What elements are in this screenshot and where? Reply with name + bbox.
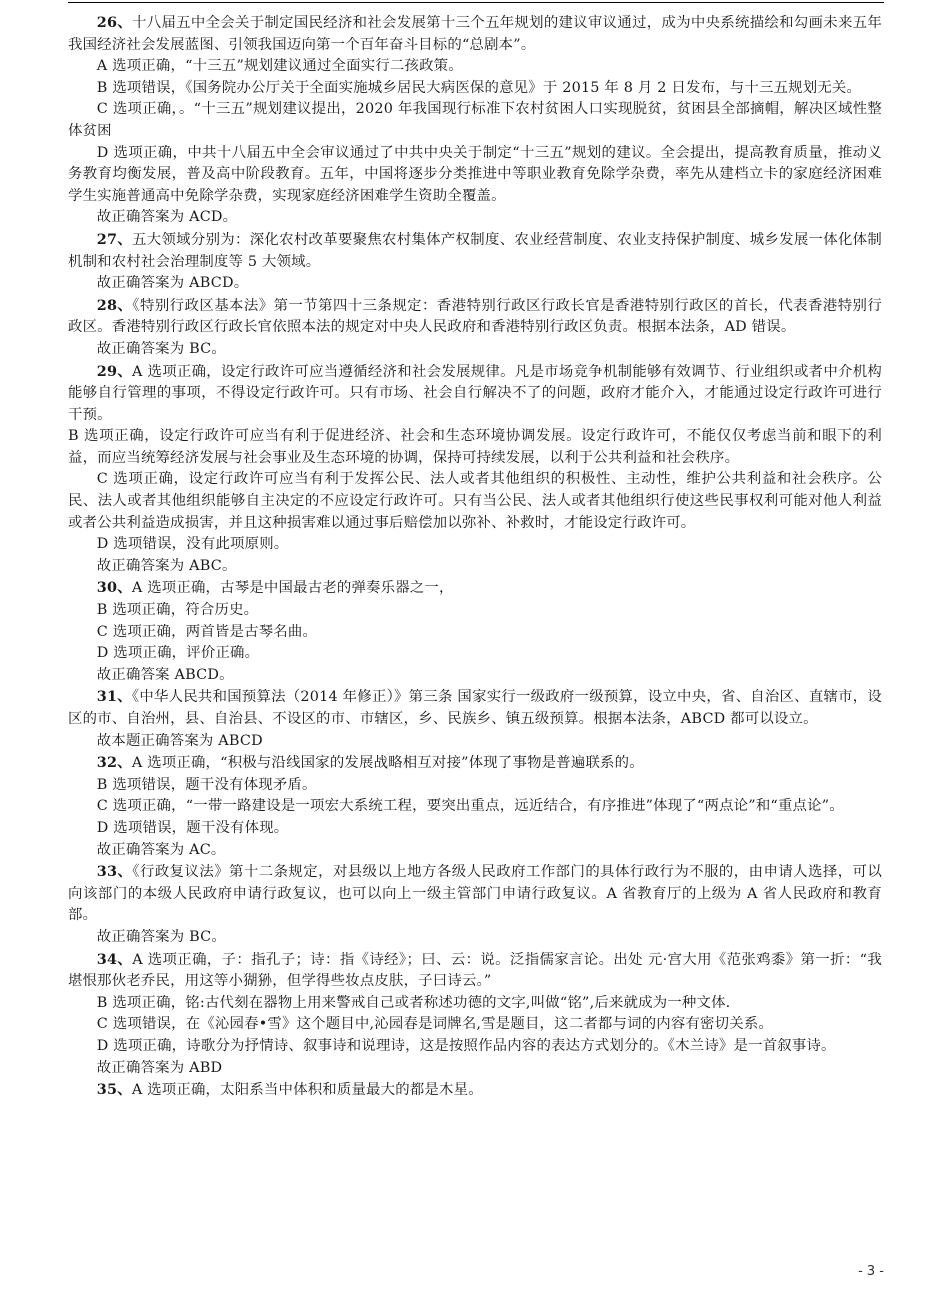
question-stem bbox=[68, 861, 882, 927]
paragraph-text: C 选项正确，。“十三五”规划建议提出，2020 年我国现行标准下农村贫困人口实现脱贫，贫困县全部摘帽，解决区域性整体贫困 bbox=[68, 101, 882, 139]
paragraph-text: 五大领域分别为：深化农村改革要聚焦农村集体产权制度、农业经营制度、农业支持保护制度、城乡发展一体化体制机制和农村社会治理制度等 5 大领域。 bbox=[68, 231, 882, 270]
question-number: 35、 bbox=[96, 1081, 132, 1099]
question-stem bbox=[68, 12, 882, 56]
paragraph-text: C 选项正确，两首皆是古琴名曲。 bbox=[96, 623, 318, 640]
question-stem bbox=[68, 752, 882, 775]
paragraph-text: 故正确答案 ABCD。 bbox=[96, 666, 234, 683]
answer-paragraph bbox=[68, 643, 882, 665]
answer-paragraph bbox=[68, 469, 882, 534]
paragraph-text: 故正确答案为 AC。 bbox=[96, 841, 226, 858]
question-stem bbox=[68, 577, 882, 600]
answer-paragraph bbox=[68, 78, 882, 100]
header-rule bbox=[68, 2, 884, 3]
paragraph-text: D 选项正确，评价正确。 bbox=[96, 645, 260, 662]
question-number: 27、 bbox=[96, 230, 133, 248]
question-q35 bbox=[68, 1079, 882, 1102]
answer-paragraph bbox=[68, 731, 882, 753]
paragraph-text: 故正确答案为 ABC。 bbox=[96, 557, 237, 574]
paragraph-text: 故正确答案为 ABCD。 bbox=[96, 275, 249, 292]
question-number: 32、 bbox=[96, 754, 132, 772]
question-q34 bbox=[68, 949, 882, 1080]
answer-paragraph bbox=[68, 796, 882, 818]
question-stem bbox=[68, 1079, 882, 1102]
paragraph-text: 故本题正确答案为 ABCD bbox=[96, 732, 263, 749]
paragraph-text: 《中华人民共和国预算法（2014 年修正）》第三条 国家实行一级政府一级预算，设立中央，省、自治区、直辖市，设区的市、自治州，县、自治县、不设区的市、市辖区，乡、民族乡、镇五级预算。根据本法条，ABCD 都可以设立。 bbox=[68, 689, 882, 727]
question-number: 34、 bbox=[96, 950, 133, 968]
question-number: 26、 bbox=[96, 14, 133, 31]
answer-paragraph bbox=[68, 622, 882, 644]
answer-paragraph bbox=[68, 556, 882, 578]
question-q33 bbox=[68, 861, 882, 948]
question-q31 bbox=[68, 686, 882, 752]
paragraph-text: B 选项正确，符合历史。 bbox=[96, 602, 259, 619]
paragraph-text: C 选项错误，在《沁园春•雪》这个题目中,沁园春是词牌名,雪是题目，这二者都与词的内容有密切关系。 bbox=[96, 1016, 774, 1033]
paragraph-text: 故正确答案为 ACD。 bbox=[96, 209, 238, 226]
question-stem bbox=[68, 361, 882, 427]
question-q28 bbox=[68, 295, 882, 361]
question-q27 bbox=[68, 229, 882, 295]
paragraph-text: 《行政复议法》第十二条规定，对县级以上地方各级人民政府工作部门的具体行政行为不服的，由申请人选择，可以向该部门的本级人民政府申请行政复议，也可以向上一级主管部门申请行政复议。A 省教育厅的上级为 A 省人民政府和教育部。 bbox=[68, 864, 882, 924]
question-q26 bbox=[68, 12, 882, 229]
answer-paragraph bbox=[68, 927, 882, 949]
question-stem bbox=[68, 949, 882, 993]
paragraph-text: 《特别行政区基本法》第一节第四十三条规定：香港特别行政区行政长官是香港特别行政区的首长，代表香港特别行政区。香港特别行政区行政长官依照本法的规定对中央人民政府和香港特别行政区负责。根据本法条，AD 错误。 bbox=[68, 297, 882, 336]
answer-paragraph bbox=[68, 600, 882, 622]
question-q29 bbox=[68, 361, 882, 578]
paragraph-text: A 选项正确，太阳系当中体积和质量最大的都是木星。 bbox=[131, 1082, 483, 1099]
answer-paragraph bbox=[68, 665, 882, 687]
answer-paragraph bbox=[68, 339, 882, 361]
answer-paragraph bbox=[68, 1036, 882, 1058]
paragraph-text: A 选项正确，子：指孔子；诗：指《诗经》；曰、云：说。泛指儒家言论。出处 元·宫大用《范张鸡黍》第一折：“我堪恨那伙老乔民，用这等小猢狲，但学得些妆点皮肤，子曰诗云。” bbox=[68, 951, 882, 990]
question-stem bbox=[68, 229, 882, 273]
paragraph-text: D 选项错误，没有此项原则。 bbox=[96, 536, 289, 553]
answer-paragraph bbox=[68, 207, 882, 229]
paragraph-text: B 选项正确，设定行政许可应当有利于促进经济、社会和生态环境协调发展。设定行政许可，不能仅仅考虑当前和眼下的利益，而应当统筹经济发展与社会事业及生态环境的协调，保持可持续发展，以利于公共利益和社会秩序。 bbox=[68, 428, 882, 466]
answer-paragraph bbox=[68, 143, 882, 208]
question-number: 30、 bbox=[96, 579, 132, 597]
paragraph-text: 故正确答案为 ABD bbox=[96, 1059, 223, 1076]
paragraph-text: B 选项错误，《国务院办公厅关于全面实施城乡居民大病医保的意见》于 2015 年 8 月 2 日发布，与十三五规划无关。 bbox=[96, 79, 862, 96]
answer-paragraph bbox=[68, 993, 882, 1015]
paragraph-text: 故正确答案为 BC。 bbox=[96, 340, 226, 357]
question-number: 29、 bbox=[96, 362, 133, 380]
answer-paragraph bbox=[68, 818, 882, 840]
question-q32 bbox=[68, 752, 882, 861]
answer-paragraph bbox=[68, 1058, 882, 1080]
answer-paragraph bbox=[68, 273, 882, 295]
paragraph-text: C 选项正确，“一带一路建设是一项宏大系统工程，要突出重点，远近结合，有序推进”体现了“两点论”和“重点论”。 bbox=[96, 798, 844, 815]
paragraph-text: A 选项正确，“积极与沿线国家的发展战略相互对接”体现了事物是普遍联系的。 bbox=[131, 755, 644, 772]
answer-paragraph bbox=[68, 99, 882, 142]
paragraph-text: D 选项错误，题干没有体现。 bbox=[96, 819, 289, 836]
paragraph-text: B 选项正确，铭:古代刻在器物上用来警戒自己或者称述功德的文字,叫做“铭”,后来就成为一种文体. bbox=[96, 994, 731, 1011]
question-stem bbox=[68, 686, 882, 730]
question-stem bbox=[68, 295, 882, 339]
paragraph-text: A 选项正确，古琴是中国最古老的弹奏乐器之一， bbox=[131, 580, 454, 597]
paragraph-text: A 选项正确，设定行政许可应当遵循经济和社会发展规律。凡是市场竞争机制能够有效调节、行业组织或者中介机构能够自行管理的事项，不得设定行政许可。只有市场、社会自行解决不了的问题，政府才能介入，才能通过设定行政许可进行干预。 bbox=[68, 363, 882, 423]
document-body bbox=[68, 12, 882, 1102]
answer-paragraph bbox=[68, 1014, 882, 1036]
paragraph-text: D 选项正确，中共十八届五中全会审议通过了中共中央关于制定“十三五”规划的建议。全会提出，提高教育质量，推动义务教育均衡发展，普及高中阶段教育。五年，中国将逐步分类推进中等职业教育免除学杂费，率先从建档立卡的家庭经济困难学生实施普通高中免除学杂费，实现家庭经济困难学生资助全覆盖。 bbox=[68, 144, 882, 204]
paragraph-text: 故正确答案为 BC。 bbox=[96, 928, 226, 945]
page-number: - 3 - bbox=[858, 1264, 884, 1279]
answer-paragraph bbox=[68, 56, 882, 78]
paragraph-text: B 选项错误，题干没有体现矛盾。 bbox=[96, 776, 317, 793]
paragraph-text: 十八届五中全会关于制定国民经济和社会发展第十三个五年规划的建议审议通过，成为中央系统描绘和勾画未来五年我国经济社会发展蓝图、引领我国迈向第一个百年奋斗目标的“总剧本”。 bbox=[68, 15, 882, 53]
question-number: 28、 bbox=[96, 296, 133, 314]
question-number: 33、 bbox=[96, 863, 133, 881]
answer-paragraph bbox=[68, 840, 882, 862]
paragraph-text: D 选项正确，诗歌分为抒情诗、叙事诗和说理诗，这是按照作品内容的表达方式划分的。《木兰诗》是一首叙事诗。 bbox=[96, 1037, 836, 1054]
paragraph-text: A 选项正确，“十三五”规划建议通过全面实行二孩政策。 bbox=[96, 58, 463, 75]
question-q30 bbox=[68, 577, 882, 686]
answer-paragraph bbox=[68, 775, 882, 797]
paragraph-text: C 选项正确，设定行政许可应当有利于发挥公民、法人或者其他组织的积极性、主动性，维护公共利益和社会秩序。公民、法人或者其他组织能够自主决定的不应设定行政许可。只有当公民、法人或者其他组织行使这些民事权利可能对他人利益或者公共利益造成损害，并且这种损害难以通过事后赔偿加以弥补、补救时，才能设定行政许可。 bbox=[68, 471, 882, 531]
answer-paragraph bbox=[68, 426, 882, 469]
question-number: 31、 bbox=[96, 688, 132, 706]
answer-paragraph bbox=[68, 534, 882, 556]
